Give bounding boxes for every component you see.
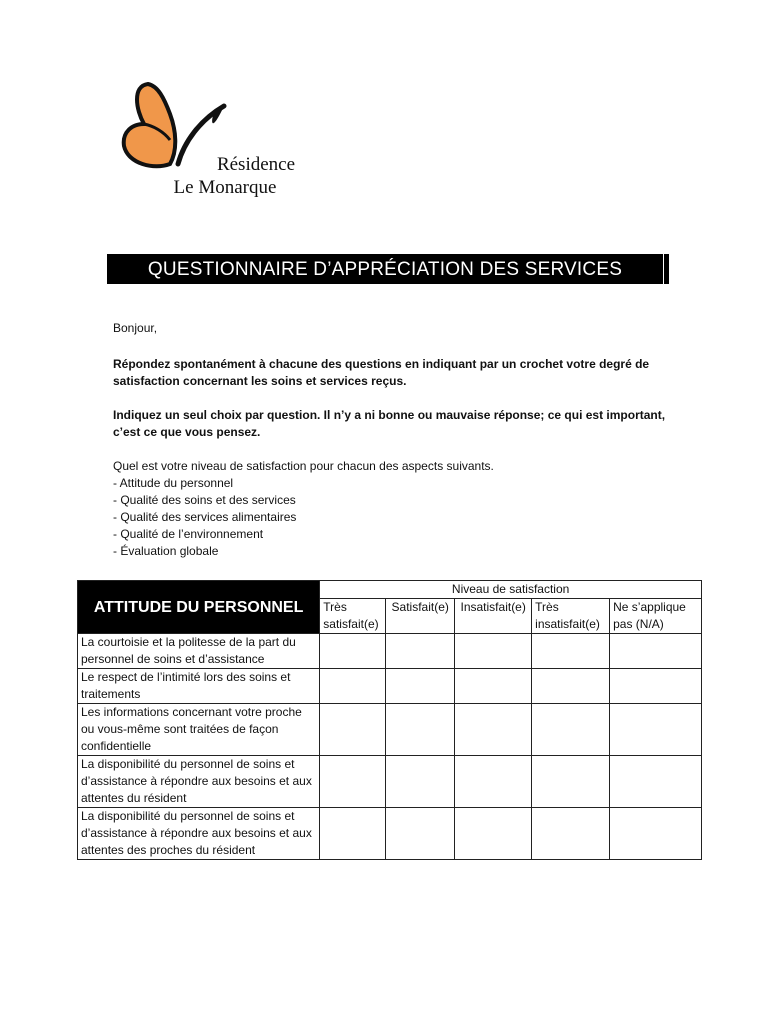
aspects-list <box>113 475 673 560</box>
answer-cell[interactable] <box>610 808 702 860</box>
table-row <box>78 808 702 860</box>
greeting: Bonjour, <box>113 321 158 335</box>
answer-cell[interactable] <box>455 756 532 808</box>
answer-cell[interactable] <box>532 704 610 756</box>
list-item: - Évaluation globale <box>113 544 219 558</box>
column-header: Satisfait(e) <box>386 599 455 634</box>
intro-section <box>113 320 673 560</box>
answer-cell[interactable] <box>610 756 702 808</box>
list-item: - Qualité des services alimentaires <box>113 510 297 524</box>
table-row <box>78 669 702 704</box>
table-row <box>78 634 702 669</box>
answer-cell[interactable] <box>320 704 386 756</box>
column-header: Ne s’applique pas (N/A) <box>610 599 702 634</box>
list-item: - Attitude du personnel <box>113 476 234 490</box>
column-header: Très satisfait(e) <box>320 599 386 634</box>
table-row <box>78 756 702 808</box>
answer-cell[interactable] <box>386 756 455 808</box>
column-header: Très insatisfait(e) <box>532 599 610 634</box>
answer-cell[interactable] <box>386 669 455 704</box>
answer-cell[interactable] <box>320 634 386 669</box>
list-item: - Qualité de l’environnement <box>113 527 264 541</box>
niveau-header: Niveau de satisfaction <box>320 581 702 599</box>
satisfaction-table <box>77 580 702 860</box>
answer-cell[interactable] <box>532 808 610 860</box>
instruction-1: Répondez spontanément à chacune des questions en indiquant par un crochet votre degré de satisfaction concernant les soins et services reçus. <box>113 357 650 388</box>
question-text: La disponibilité du personnel de soins et d’assistance à répondre aux besoins et aux attentes du résident <box>78 756 320 808</box>
answer-cell[interactable] <box>320 808 386 860</box>
page-title: QUESTIONNAIRE D’APPRÉCIATION DES SERVICES <box>107 254 664 284</box>
answer-cell[interactable] <box>320 669 386 704</box>
answer-cell[interactable] <box>455 704 532 756</box>
answer-cell[interactable] <box>320 756 386 808</box>
answer-cell[interactable] <box>386 704 455 756</box>
question-text: La disponibilité du personnel de soins et d’assistance à répondre aux besoins et aux attentes des proches du résident <box>78 808 320 860</box>
answer-cell[interactable] <box>610 634 702 669</box>
answer-cell[interactable] <box>610 669 702 704</box>
answer-cell[interactable] <box>610 704 702 756</box>
question-text: La courtoisie et la politesse de la part du personnel de soins et d’assistance <box>78 634 320 669</box>
brand-line1: Résidence <box>216 154 296 175</box>
column-header: Insatisfait(e) <box>455 599 532 634</box>
question-text: Le respect de l’intimité lors des soins et traitements <box>78 669 320 704</box>
residence-name <box>150 153 310 199</box>
answer-cell[interactable] <box>455 634 532 669</box>
answer-cell[interactable] <box>386 808 455 860</box>
answer-cell[interactable] <box>532 756 610 808</box>
answer-cell[interactable] <box>532 669 610 704</box>
answer-cell[interactable] <box>455 808 532 860</box>
brand-line2: Le Monarque <box>173 177 277 198</box>
answer-cell[interactable] <box>455 669 532 704</box>
question-text: Les informations concernant votre proche ou vous-même sont traitées de façon confidentielle <box>78 704 320 756</box>
answer-cell[interactable] <box>386 634 455 669</box>
instruction-2: Indiquez un seul choix par question. Il n’y a ni bonne ou mauvaise réponse; ce qui est important, c’est ce que vous pensez. <box>113 408 666 439</box>
table-row <box>78 704 702 756</box>
intro-question: Quel est votre niveau de satisfaction pour chacun des aspects suivants. <box>113 459 494 473</box>
section-heading: ATTITUDE DU PERSONNEL <box>78 581 320 634</box>
list-item: - Qualité des soins et des services <box>113 493 296 507</box>
answer-cell[interactable] <box>532 634 610 669</box>
